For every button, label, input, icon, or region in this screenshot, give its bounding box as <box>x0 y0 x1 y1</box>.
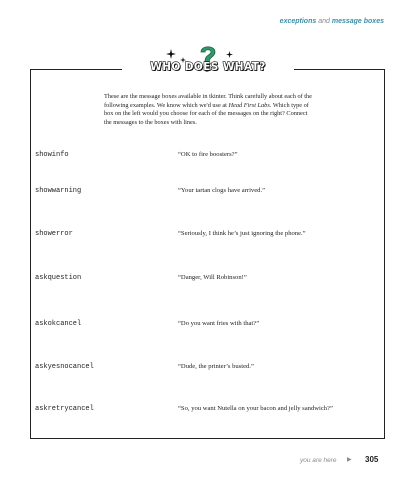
footer-arrow-icon: ▶ <box>347 456 352 463</box>
box-name: askquestion <box>35 274 82 282</box>
page-title: WHO DOES WHAT? <box>150 61 266 73</box>
running-head-part2: message boxes <box>331 18 384 25</box>
running-head-part1: exceptions <box>279 18 317 25</box>
box-name: askokcancel <box>35 320 82 328</box>
message-text: “So, you want Nutella on your bacon and jelly sandwich?” <box>178 405 333 412</box>
intro-text-start: These are the message boxes available in tkinter. Think carefully about each of the following examples. We know which we'd use at <box>104 93 312 109</box>
box-name: showinfo <box>35 151 69 159</box>
message-text: “Danger, Will Robinson!” <box>178 274 247 281</box>
running-head <box>280 18 384 25</box>
running-head-mid: and <box>318 18 330 25</box>
intro-text-end: . Which type of box on the left would you choose for each of the messages on the right? Connect the messages to the boxes with lines. <box>104 101 309 126</box>
box-name: askyesnocancel <box>35 363 94 371</box>
title-banner <box>122 43 294 87</box>
sparkle-icon <box>226 51 233 58</box>
intro-text-italic: Head First Labs <box>228 101 270 109</box>
box-name: askretrycancel <box>35 405 94 413</box>
box-name: showwarning <box>35 187 82 195</box>
message-text: “Your tartan clogs have arrived.” <box>178 187 266 194</box>
message-text: “Do you want fries with that?” <box>178 320 260 327</box>
message-text: “Dude, the printer’s busted.” <box>178 363 254 370</box>
message-text: “Seriously, I think he’s just ignoring the phone.” <box>178 230 306 237</box>
page-number: 305 <box>365 455 379 464</box>
sparkle-icon <box>166 49 176 59</box>
box-name: showerror <box>35 230 73 238</box>
message-text: “OK to fire boosters?” <box>178 151 238 158</box>
footer-you-are-here: you are here <box>300 457 337 464</box>
intro-paragraph <box>104 93 312 127</box>
